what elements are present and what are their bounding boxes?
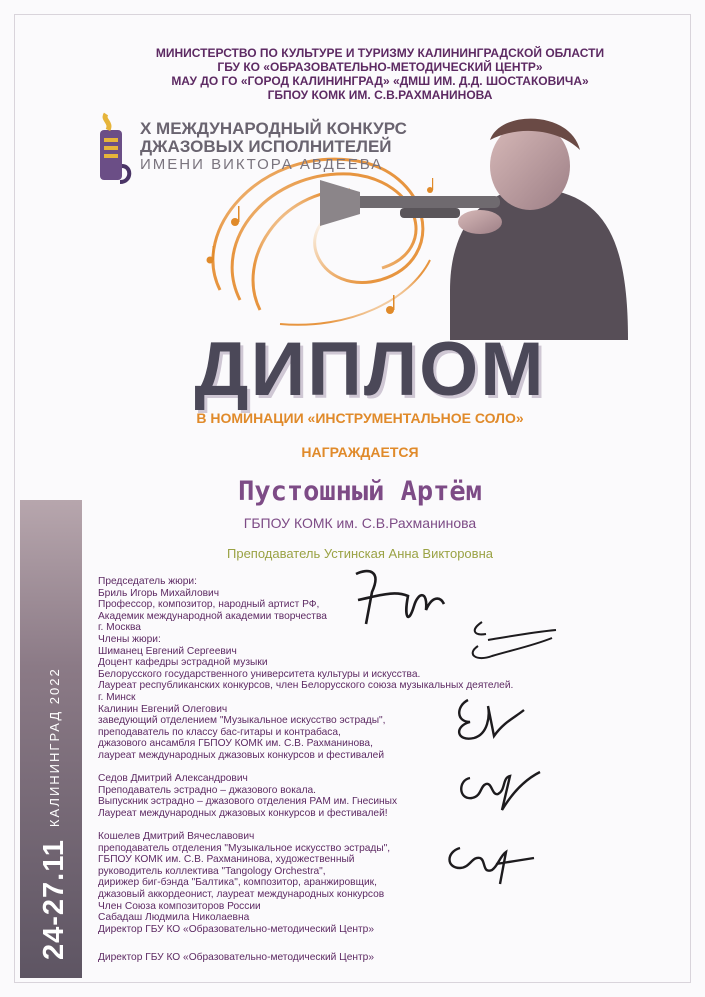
signature-member2-icon	[448, 692, 528, 748]
contest-title	[140, 120, 500, 174]
jury-line: Преподаватель эстрадно – джазового вокала.	[98, 784, 317, 796]
saxophone-logo-icon	[92, 108, 136, 188]
jury-line: Калинин Евгений Олегович	[98, 703, 228, 715]
jury-line: дирижер биг-бэнда "Балтика", композитор, аранжировщик,	[98, 877, 377, 889]
organizer-line: ГБУ КО «ОБРАЗОВАТЕЛЬНО-МЕТОДИЧЕСКИЙ ЦЕНТР»	[217, 60, 543, 74]
jury-line: ГБПОУ КОМК им. С.В. Рахманинова, художественный	[98, 854, 355, 866]
signature-member1-icon	[452, 616, 562, 670]
jury-line: Выпускник эстрадно – джазового отделения РАМ им. Гнесиных	[98, 796, 398, 808]
jury-line: Лауреат международных джазовых конкурсов и фестивалей!	[98, 807, 388, 819]
director-footer: Директор ГБУ КО «Образовательно-методический Центр»	[98, 952, 374, 963]
jury-line: г. Москва	[98, 622, 141, 634]
nomination: В НОМИНАЦИИ «ИНСТРУМЕНТАЛЬНОЕ СОЛО»	[196, 410, 524, 426]
jury-line: преподаватель по классу бас-гитары и контрабаса,	[98, 726, 341, 738]
jury-line: Лауреат республиканских конкурсов, член Белорусского союза музыкальных деятелей.	[98, 680, 514, 692]
jury-line: джазового ансамбля ГБПОУ КОМК им. С.В. Рахманинова,	[98, 738, 373, 750]
jury-line: Профессор, композитор, народный артист РФ,	[98, 599, 320, 611]
jury-line: Сабадаш Людмила Николаевна	[98, 912, 250, 924]
jury-line: лауреат международных джазовых конкурсов и фестивалей	[98, 749, 385, 761]
jury-line: Академик международной академии творчества	[98, 610, 327, 622]
recipient-name: Пустошный Артём	[238, 476, 482, 507]
awarded-label: НАГРАЖДАЕТСЯ	[301, 444, 419, 460]
jury-line: Седов Дмитрий Александрович	[98, 773, 248, 785]
jury-line: преподаватель отделения "Музыкальное искусство эстрады",	[98, 842, 391, 854]
jury-line: Председатель жюри:	[98, 576, 197, 587]
event-place: КАЛИНИНГРАД 2022	[46, 667, 62, 828]
jury-line: Член Союза композиторов России	[98, 900, 261, 912]
contest-line-3: ИМЕНИ ВИКТОРА АВДЕЕВА	[140, 156, 384, 173]
contest-line-2: ДЖАЗОВЫХ ИСПОЛНИТЕЛЕЙ	[140, 137, 392, 156]
jury-line: руководитель коллектива "Tangology Orchestra",	[98, 865, 326, 877]
signature-member4-icon	[436, 834, 536, 894]
diploma-title: ДИПЛОМ	[194, 327, 546, 412]
jury-line: г. Минск	[98, 691, 136, 703]
jury-line: Доцент кафедры эстрадной музыки	[98, 657, 268, 669]
jury-line: Директор ГБУ КО «Образовательно-методический Центр»	[98, 923, 374, 935]
jury-line: Белорусского государственного университета культуры и искусства.	[98, 668, 421, 680]
organizer-line: ГБПОУ КОМК ИМ. С.В.РАХМАНИНОВА	[267, 88, 493, 102]
jury-line: джазовый аккордеонист, лауреат международных конкурсов	[98, 889, 385, 901]
signature-member3-icon	[452, 760, 542, 816]
contest-line-1: X МЕЖДУНАРОДНЫЙ КОНКУРС	[140, 119, 407, 138]
side-caption	[28, 500, 80, 960]
organizer-line: МИНИСТЕРСТВО ПО КУЛЬТУРЕ И ТУРИЗМУ КАЛИНИНГРАДСКОЙ ОБЛАСТИ	[155, 46, 605, 60]
jury-line: Кошелев Дмитрий Вячеславович	[98, 831, 255, 843]
jury-line: Члены жюри:	[98, 633, 161, 645]
event-dates: 24-27.11	[37, 839, 70, 960]
jury-line: заведующий отделением "Музыкальное искусство эстрады",	[98, 715, 386, 727]
jury-line: Бриль Игорь Михайлович	[98, 587, 220, 599]
organizer-line: МАУ ДО ГО «ГОРОД КАЛИНИНГРАД» «ДМШ ИМ. Д.Д. ШОСТАКОВИЧА»	[171, 74, 589, 88]
recipient-school: ГБПОУ КОМК им. С.В.Рахманинова	[243, 515, 477, 531]
organizers-header	[90, 46, 670, 102]
jury-line: Шиманец Евгений Сергеевич	[98, 645, 237, 657]
teacher-name: Преподаватель Устинская Анна Викторовна	[227, 546, 493, 561]
signature-chairman-icon	[348, 566, 448, 636]
